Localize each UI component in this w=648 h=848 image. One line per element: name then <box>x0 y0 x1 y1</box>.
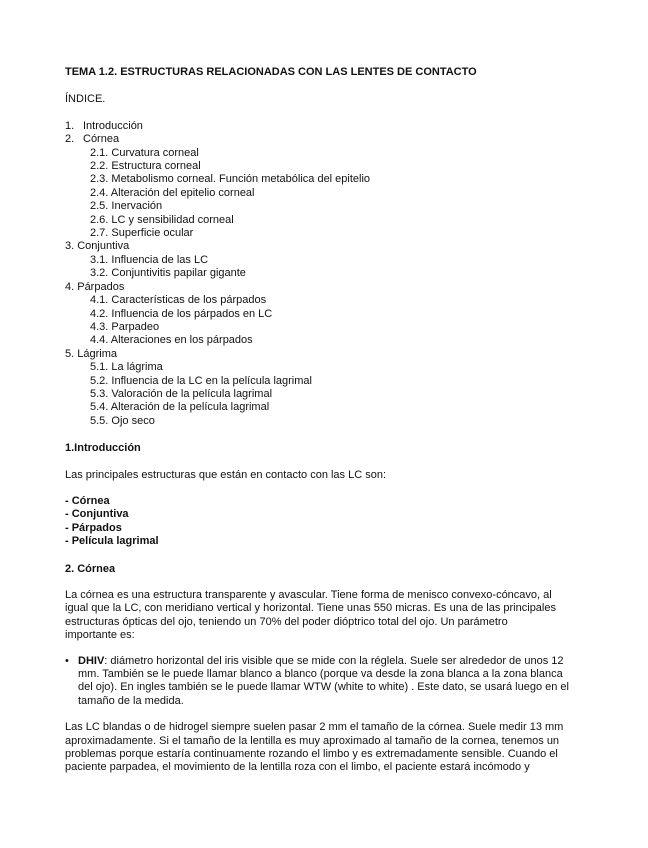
toc-item-label: 2.2. Estructura corneal <box>90 160 201 173</box>
toc-item <box>65 308 585 321</box>
paragraph-line: igual que la LC, con meridiano vertical y horizontal. Tiene unas 550 micras. Es una de las principales <box>65 602 556 615</box>
toc-item <box>65 173 585 186</box>
toc-item-label: 5.4. Alteración de la película lagrimal <box>90 401 270 414</box>
dhiv-bullet <box>65 655 585 709</box>
section2-paragraph1 <box>65 589 585 643</box>
toc-item <box>65 281 585 294</box>
section2-heading: 2. Córnea <box>65 562 116 575</box>
toc-item-label: 4.4. Alteraciones en los párpados <box>90 334 253 347</box>
bullet-first-line <box>78 655 585 668</box>
toc-item <box>65 294 585 307</box>
toc-item-label: 4. Párpados <box>65 280 125 293</box>
paragraph-line: tamaño de la medida. <box>78 694 184 707</box>
table-of-contents <box>65 120 585 428</box>
toc-item-label: 3. Conjuntiva <box>65 240 130 253</box>
section1-list <box>65 495 585 549</box>
paragraph-line: La córnea es una estructura transparente y avascular. Tiene forma de menisco convexo-cóncavo, al <box>65 589 552 601</box>
paragraph-line: problemas porque estaría continuamente rozando el limbo y es extremadamente sensible. Cuando el <box>65 748 558 761</box>
toc-item <box>65 120 585 133</box>
list-item: - Córnea <box>65 494 110 507</box>
toc-item-label: 5. Lágrima <box>65 347 117 360</box>
paragraph-line: mm. También se le puede llamar blanco a blanco (porque va desde la zona blanca a la zona blanca <box>78 668 563 681</box>
toc-item <box>65 321 585 334</box>
toc-item-label: 5.2. Influencia de la LC en la película lagrimal <box>90 374 312 387</box>
index-heading: ÍNDICE. <box>65 93 106 106</box>
toc-item <box>65 227 585 240</box>
toc-item-label: 2.1. Curvatura corneal <box>90 146 199 159</box>
section2-paragraph2 <box>65 721 585 775</box>
section1-intro: Las principales estructuras que están en contacto con las LC son: <box>65 468 387 481</box>
list-item: - Conjuntiva <box>65 508 129 521</box>
paragraph-line: del ojo). En ingles también se le puede llamar WTW (white to white) . Este dato, se usará luego en el <box>78 681 569 694</box>
toc-item-label: 2.3. Metabolismo corneal. Función metabólica del epitelio <box>90 173 371 186</box>
toc-item-label: 3.1. Influencia de las LC <box>90 253 209 266</box>
toc-item <box>65 200 585 213</box>
paragraph-line: importante es: <box>65 629 135 642</box>
toc-item-number: 1. <box>65 119 75 132</box>
toc-item-label: 4.3. Parpadeo <box>90 320 160 333</box>
paragraph-line: paciente parpadea, el movimiento de la lentilla roza con el limbo, el paciente estará incómodo y <box>65 761 530 774</box>
toc-item <box>65 388 585 401</box>
paragraph-line: estructuras ópticas del ojo, teniendo un 70% del poder dióptrico total del ojo. Un parámetro <box>65 615 508 628</box>
toc-item-label: Córnea <box>83 133 120 146</box>
paragraph-line: aproximadamente. Si el tamaño de la lentilla es muy aproximado al tamaño de la cornea, tenemos un <box>65 734 560 747</box>
toc-item <box>65 334 585 347</box>
toc-item <box>65 375 585 388</box>
bullet-term: DHIV <box>78 654 105 667</box>
bullet-continuation <box>78 668 585 708</box>
toc-item-label: 4.1. Características de los párpados <box>90 294 267 307</box>
toc-item-label: 5.5. Ojo seco <box>90 414 155 427</box>
toc-item-label: Introducción <box>83 119 143 132</box>
toc-item-label: 5.3. Valoración de la película lagrimal <box>90 387 273 400</box>
toc-item-label: 2.5. Inervación <box>90 200 163 213</box>
toc-item <box>65 348 585 361</box>
toc-item <box>65 401 585 414</box>
toc-item-number: 2. <box>65 133 75 146</box>
toc-item-label: 5.1. La lágrima <box>90 361 163 374</box>
toc-item-label: 2.6. LC y sensibilidad corneal <box>90 213 234 226</box>
toc-item-label: 2.7. Superficie ocular <box>90 227 194 240</box>
section1-heading: 1.Introducción <box>65 442 141 455</box>
toc-item <box>65 254 585 267</box>
bullet-definition: : diámetro horizontal del iris visible que se mide con la réglela. Suele ser alrededor de unos 12 <box>104 654 564 667</box>
toc-item-label: 2.4. Alteración del epitelio corneal <box>90 186 255 199</box>
toc-item-label: 3.2. Conjuntivitis papilar gigante <box>90 267 246 280</box>
list-item: - Película lagrimal <box>65 535 159 548</box>
toc-item <box>65 214 585 227</box>
toc-item <box>65 240 585 253</box>
toc-item <box>65 267 585 280</box>
list-item: - Párpados <box>65 521 122 534</box>
toc-item <box>65 133 585 146</box>
document-page <box>65 66 585 775</box>
toc-item <box>65 160 585 173</box>
document-title: TEMA 1.2. ESTRUCTURAS RELACIONADAS CON LAS LENTES DE CONTACTO <box>65 66 477 78</box>
paragraph-line: Las LC blandas o de hidrogel siempre suelen pasar 2 mm el tamaño de la córnea. Suele medir 13 mm <box>65 721 564 734</box>
toc-item <box>65 147 585 160</box>
toc-item-label: 4.2. Influencia de los párpados en LC <box>90 307 273 320</box>
toc-item <box>65 415 585 428</box>
toc-item <box>65 361 585 374</box>
toc-item <box>65 187 585 200</box>
bullet-symbol: • <box>65 654 69 667</box>
